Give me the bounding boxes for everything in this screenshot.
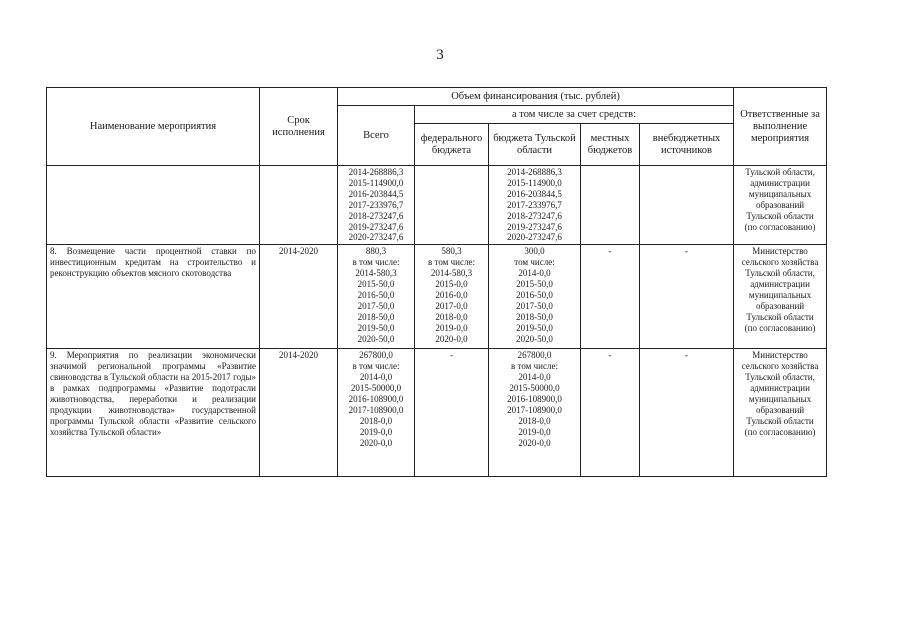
header-including: а том числе за счет средств:: [415, 106, 734, 124]
cell-regional: [489, 245, 581, 349]
local-line: -: [608, 246, 612, 257]
total-line: 2020-50,0: [357, 333, 395, 344]
total-line: 2017-50,0: [357, 300, 395, 311]
cell-term: [260, 166, 338, 245]
total-line: 2015-50,0: [357, 279, 395, 290]
cell-total: [338, 245, 415, 349]
regional-line: 2020-50,0: [516, 333, 553, 344]
regional-line: 2018-0,0: [518, 415, 551, 426]
cell-regional: [489, 349, 581, 477]
responsible-line: образований: [755, 404, 805, 415]
extra-line: -: [685, 350, 689, 361]
total-line: 2017-233976,7: [348, 199, 404, 210]
total-line: 2014-580,3: [355, 268, 397, 279]
extra-line: -: [685, 246, 689, 257]
regional-line: в том числе:: [511, 361, 558, 372]
regional-line: 2016-203844,5: [507, 188, 562, 199]
federal-line: 2015-0,0: [435, 279, 468, 290]
header-responsible: Ответственные за выполнение мероприятия: [734, 88, 827, 166]
federal-line: 2018-0,0: [435, 311, 468, 322]
cell-name: [47, 166, 260, 245]
table-row: [47, 349, 827, 477]
responsible-line: Тульской области: [746, 415, 814, 426]
responsible-line: администрации: [750, 383, 810, 394]
cell-regional: [489, 166, 581, 245]
total-line: 2020-273247,6: [348, 232, 404, 243]
page-number: 3: [436, 47, 444, 63]
responsible-line: муниципальных: [748, 393, 812, 404]
cell-extra: [640, 245, 734, 349]
total-line: 2019-0,0: [359, 426, 393, 437]
responsible-line: сельского хозяйства: [741, 361, 819, 372]
table-body: [47, 166, 827, 477]
regional-line: 2015-50,0: [516, 279, 553, 290]
federal-line: 2016-0,0: [435, 289, 468, 300]
responsible-line: (по согласованию): [744, 426, 816, 437]
total-line: 2015-50000,0: [350, 383, 402, 394]
responsible-line: образований: [755, 300, 805, 311]
regional-line: 2015-50000,0: [509, 383, 560, 394]
total-line: 2015-114900,0: [348, 177, 404, 188]
federal-line: -: [450, 350, 453, 361]
responsible-line: администрации: [750, 177, 810, 188]
total-line: 2016-108900,0: [348, 393, 404, 404]
responsible-line: Тульской области,: [745, 167, 815, 177]
responsible-line: Тульской области: [746, 311, 814, 322]
total-line: 2017-108900,0: [348, 404, 404, 415]
regional-line: 2017-50,0: [516, 300, 553, 311]
federal-line: 580,3: [441, 246, 462, 257]
regional-line: 2014-0,0: [518, 268, 551, 279]
cell-federal: [415, 245, 489, 349]
responsible-line: Тульской области,: [745, 372, 815, 383]
cell-responsible: [734, 245, 827, 349]
total-line: 2018-50,0: [357, 311, 395, 322]
header-federal: федерального бюджета: [415, 124, 489, 166]
financing-table: [46, 87, 827, 477]
federal-line: 2020-0,0: [435, 333, 468, 344]
total-line: 2016-203844,5: [348, 188, 404, 199]
total-line: 2014-0,0: [359, 372, 393, 383]
regional-line: 300,0: [524, 246, 545, 257]
cell-local: [581, 166, 640, 245]
regional-line: 2019-0,0: [518, 426, 551, 437]
regional-line: 2017-233976,7: [507, 199, 562, 210]
regional-line: 2020-0,0: [518, 437, 551, 448]
responsible-line: Министерство: [752, 350, 808, 361]
regional-line: 2016-50,0: [516, 289, 553, 300]
total-line: 2018-0,0: [359, 415, 393, 426]
header-name: Наименование мероприятия: [47, 88, 260, 166]
responsible-line: Тульской области: [746, 210, 814, 221]
responsible-line: муниципальных: [748, 188, 812, 199]
header-local: местных бюджетов: [581, 124, 640, 166]
responsible-line: сельского хозяйства: [741, 257, 819, 268]
responsible-line: (по согласованию): [744, 322, 816, 333]
cell-extra: [640, 166, 734, 245]
total-line: в том числе:: [352, 257, 400, 268]
regional-line: 2018-273247,6: [507, 210, 562, 221]
total-line: 2019-273247,6: [348, 221, 404, 232]
federal-line: в том числе:: [428, 257, 475, 268]
regional-line: 2019-273247,6: [507, 221, 562, 232]
responsible-line: образований: [755, 199, 805, 210]
responsible-line: Тульской области,: [745, 268, 815, 279]
federal-line: 2019-0,0: [435, 322, 468, 333]
regional-line: 2015-114900,0: [507, 177, 562, 188]
regional-line: 2016-108900,0: [507, 393, 562, 404]
cell-local: [581, 245, 640, 349]
total-line: 2014-268886,3: [348, 167, 404, 177]
responsible-line: администрации: [750, 279, 810, 290]
cell-name: 8. Возмещение части процентной ставки по инвестиционным кредитам на строительство и реконструкцию объектов мясного скотоводства: [47, 245, 260, 349]
regional-line: 267800,0: [517, 350, 552, 361]
local-line: -: [608, 350, 612, 361]
total-line: 2018-273247,6: [348, 210, 404, 221]
cell-local: [581, 349, 640, 477]
total-line: 2020-0,0: [359, 437, 393, 448]
cell-term: 2014-2020: [260, 349, 338, 477]
cell-responsible: [734, 349, 827, 477]
responsible-line: (по согласованию): [744, 221, 816, 232]
cell-federal: [415, 166, 489, 245]
cell-extra: [640, 349, 734, 477]
total-line: 880,3: [365, 246, 387, 257]
cell-responsible: [734, 166, 827, 245]
federal-line: 2014-580,3: [430, 268, 473, 279]
table-row: [47, 245, 827, 349]
cell-federal: [415, 349, 489, 477]
cell-total: [338, 166, 415, 245]
regional-line: 2014-268886,3: [507, 167, 562, 177]
header-extra: внебюджетных источников: [640, 124, 734, 166]
header-regional: бюджета Тульской области: [489, 124, 581, 166]
cell-name: 9. Мероприятия по реализации экономически значимой региональной программы «Развитие свиноводства в Тульской области на 2015-2017 годы» в рамках подпрограммы «Развитие подотрасли животноводства, переработки и реализации продукции животноводства» государственной программы Тульской области «Развитие сельского хозяйства Тульской области»: [47, 349, 260, 477]
total-line: в том числе:: [352, 361, 400, 372]
regional-line: 2018-50,0: [516, 311, 553, 322]
responsible-line: Министерство: [752, 246, 808, 257]
total-line: 2019-50,0: [357, 322, 395, 333]
cell-total: [338, 349, 415, 477]
responsible-line: муниципальных: [748, 289, 812, 300]
header-financing: Объем финансирования (тыс. рублей): [338, 88, 734, 106]
header-total: Всего: [338, 106, 415, 166]
cell-term: 2014-2020: [260, 245, 338, 349]
regional-line: 2014-0,0: [518, 372, 551, 383]
header-term: Срок исполнения: [260, 88, 338, 166]
total-line: 267800,0: [359, 350, 393, 361]
regional-line: 2019-50,0: [516, 322, 553, 333]
table-row: [47, 166, 827, 245]
regional-line: 2017-108900,0: [507, 404, 562, 415]
regional-line: том числе:: [514, 257, 555, 268]
federal-line: 2017-0,0: [435, 300, 468, 311]
total-line: 2016-50,0: [357, 289, 395, 300]
regional-line: 2020-273247,6: [507, 232, 562, 243]
